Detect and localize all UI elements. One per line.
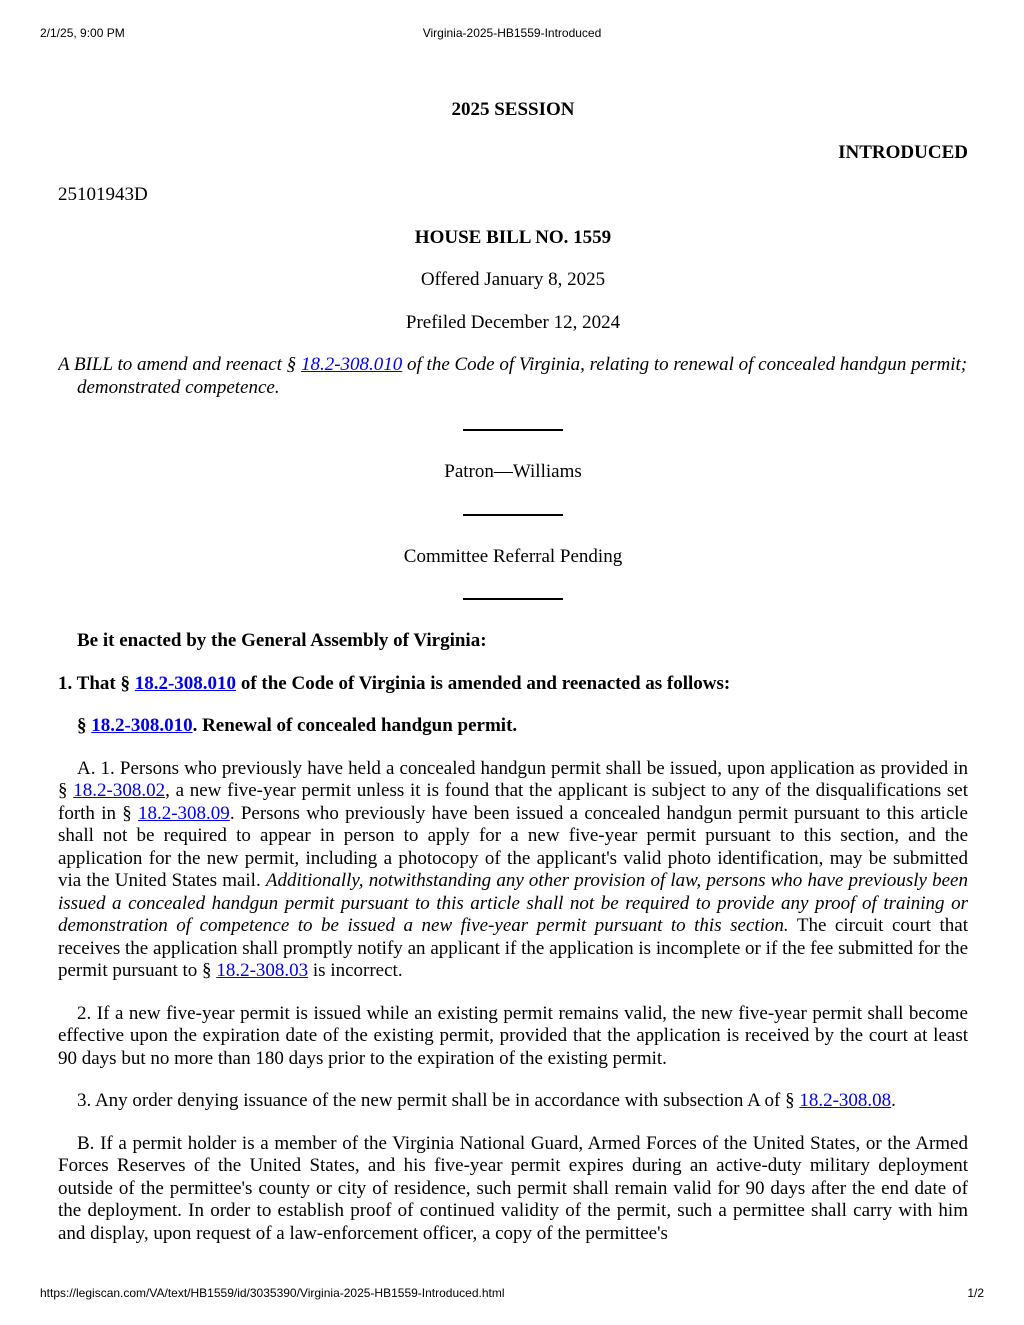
paragraph-a3 (58, 1090, 968, 1113)
print-url: https://legiscan.com/VA/text/HB1559/id/3035390/Virginia-2025-HB1559-Introduced.html (40, 1286, 505, 1300)
paragraph-a1-text-2: , a new five-year permit unless it is found that the applicant is subject to any of the disqualifications set forth in § (58, 780, 968, 824)
divider-line (463, 598, 563, 600)
section-heading (58, 715, 968, 738)
divider-3 (58, 588, 968, 610)
inserted-text: Additionally, notwithstanding any other provision of law, persons who have previously been issued a concealed handgun permit pursuant to this article shall not be required to provide any proof of training or demonstration of competence to be issued a new five-year permit pursuant to this section. (58, 870, 968, 936)
amendment-clause-post: of the Code of Virginia is amended and reenacted as follows: (236, 672, 731, 694)
print-header (40, 24, 984, 42)
print-datetime: 2/1/25, 9:00 PM (40, 26, 125, 40)
divider-2 (58, 504, 968, 526)
status-heading: INTRODUCED (838, 141, 968, 163)
link-18-2-308-02[interactable]: 18.2-308.02 (73, 780, 166, 801)
amendment-clause-pre: 1. That § (58, 672, 135, 694)
link-18-2-308-08[interactable]: 18.2-308.08 (799, 1090, 892, 1111)
amendment-clause (58, 673, 968, 696)
section-symbol: § (77, 715, 92, 736)
divider-line (463, 429, 563, 431)
paragraph-a1-text-1: A. 1. Persons who previously have held a concealed handgun permit shall be issued, upon application as provided in § (58, 757, 968, 801)
divider-1 (58, 419, 968, 441)
prefiled-date: Prefiled December 12, 2024 (405, 311, 621, 333)
print-title: Virginia-2025-HB1559-Introduced (422, 26, 602, 40)
paragraph-a1 (58, 758, 968, 983)
section-heading-text: . Renewal of concealed handgun permit. (192, 715, 518, 736)
committee-referral: Committee Referral Pending (403, 545, 623, 567)
bill-title (58, 354, 968, 399)
bill-document (58, 99, 968, 1279)
paragraph-a3-text-1: 3. Any order denying issuance of the new permit shall be in accordance with subsection A of § (77, 1090, 800, 1111)
bill-title-section-link[interactable]: 18.2-308.010 (300, 354, 403, 375)
bill-title-pre: A BILL to amend and reenact § (58, 354, 301, 375)
bill-title-post: of the Code of Virginia, relating to renewal of concealed handgun permit; demonstrated competence. (77, 354, 968, 398)
section-heading-link[interactable]: 18.2-308.010 (91, 715, 193, 736)
amendment-section-link[interactable]: 18.2-308.010 (134, 672, 237, 694)
paragraph-b: B. If a permit holder is a member of the Virginia National Guard, Armed Forces of the United States, or the Armed Forces Reserves of the United States, and his five-year permit expires during an active-duty military deployment outside of the permittee's county or city of residence, such permit shall remain valid for 90 days after the end date of the deployment. In order to establish proof of continued validity of the permit, such a permittee shall carry with him and display, upon request of a law-enforcement officer, a copy of the permittee's (58, 1132, 968, 1244)
paragraph-a1-text-5: is incorrect. (308, 960, 403, 981)
link-18-2-308-03[interactable]: 18.2-308.03 (216, 960, 309, 981)
print-page-number: 1/2 (967, 1286, 984, 1300)
doc-number: 25101943D (58, 184, 148, 205)
paragraph-a3-text-2: . (891, 1090, 896, 1111)
divider-line (463, 514, 563, 516)
patron: Patron—Williams (444, 461, 582, 482)
paragraph-a2: 2. If a new five-year permit is issued while an existing permit remains valid, the new five-year permit shall become effective upon the expiration date of the existing permit, provided that the application is received by the court at least 90 days but no more than 180 days prior to the expiration of the existing permit. (58, 1002, 968, 1069)
session-heading: 2025 SESSION (451, 99, 575, 120)
offered-date: Offered January 8, 2025 (420, 269, 606, 290)
link-18-2-308-09[interactable]: 18.2-308.09 (137, 802, 230, 824)
enacting-clause: Be it enacted by the General Assembly of Virginia: (77, 630, 487, 651)
paragraph-a1-text-3: . Persons who previously have been issued a concealed handgun permit pursuant to this article shall not be required to appear in person to apply for a new five-year permit pursuant to this section, and the application for the new permit, including a photocopy of the applicant's valid photo identification, may be submitted via the United States mail. (58, 802, 968, 891)
paragraph-a1-text-4: The circuit court that receives the application shall promptly notify an applicant if the application is incomplete or if the fee submitted for the permit pursuant to § (58, 915, 968, 981)
bill-number: HOUSE BILL NO. 1559 (414, 226, 612, 248)
print-footer (40, 1284, 984, 1302)
